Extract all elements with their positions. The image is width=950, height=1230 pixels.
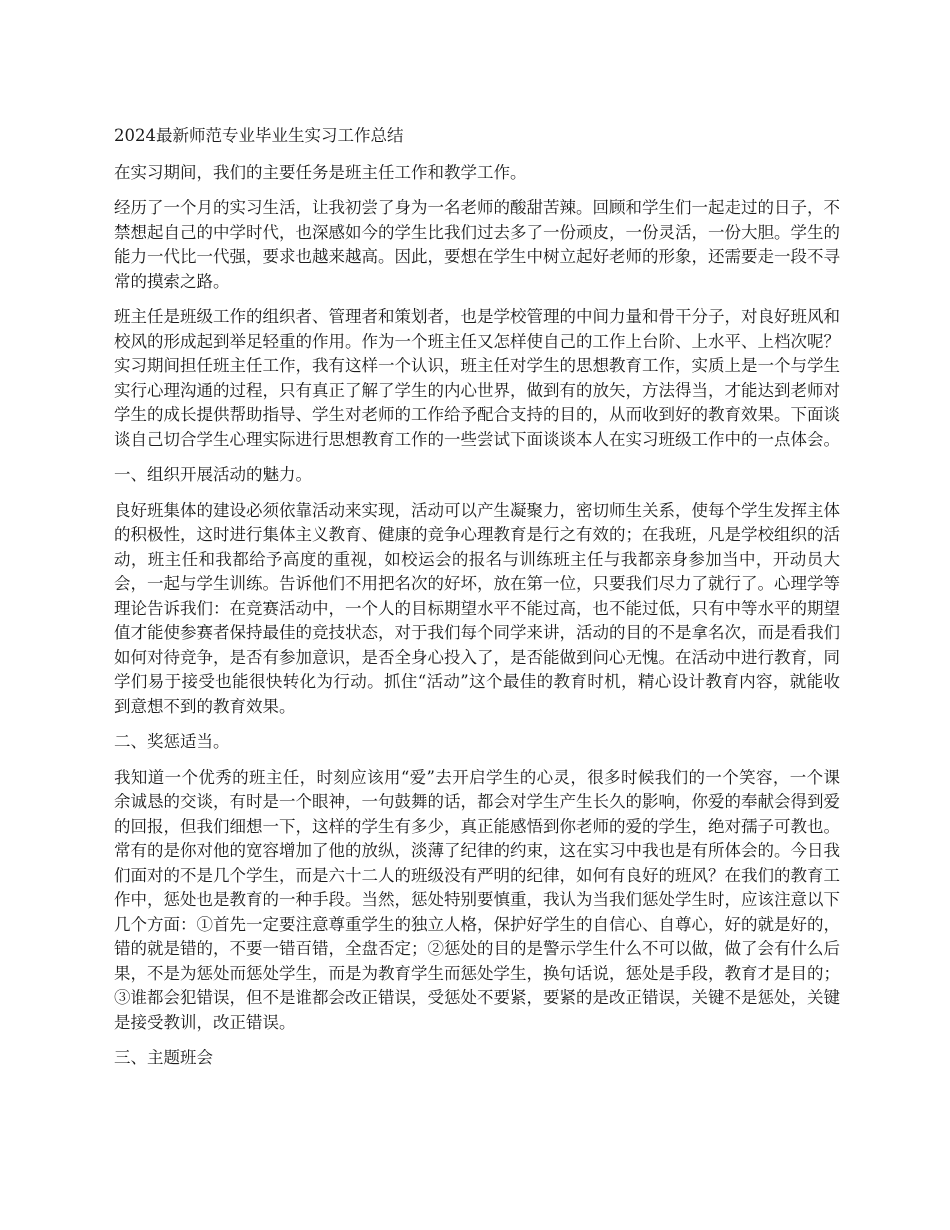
paragraph-experience: 经历了一个月的实习生活，让我初尝了身为一名老师的酸甜苦辣。回顾和学生们一起走过的日子，不禁想起自己的中学时代，也深感如今的学生比我们过去多了一份顽皮，一份灵活，一份大胆。学生的能力一代比一代强，要求也越来越高。因此，要想在学生中树立起好老师的形象，还需要走一段不寻常的摸索之路。 xyxy=(114,198,840,291)
document-title: 2024最新师范专业毕业生实习工作总结 xyxy=(114,126,404,145)
section-heading-activities: 一、组织开展活动的魅力。 xyxy=(114,465,312,484)
paragraph-rewards: 我知道一个优秀的班主任，时刻应该用“爱”去开启学生的心灵，很多时候我们的一个笑容，一个课余诚恳的交谈，有时是一个眼神，一句鼓舞的话，都会对学生产生长久的影响，你爱的奉献会得到爱的回报，但我们细想一下，这样的学生有多少，真正能感悟到你老师的爱的学生，绝对孺子可教也。常有的是你对他的宽容增加了他的放纵，淡薄了纪律的约束，这在实习中我也是有所体会的。今日我们面对的不是几个学生，而是六十二人的班级没有严明的纪律，如何有良好的班风？在我们的教育工作中，惩处也是教育的一种手段。当然，惩处特别要慎重，我认为当我们惩处学生时，应该注意以下几个方面：①首先一定要注意尊重学生的独立人格，保护好学生的自信心、自尊心，好的就是好的，错的就是错的，不要一错百错，全盘否定；②惩处的目的是警示学生什么不可以做，做了会有什么后果，不是为惩处而惩处学生，而是为教育学生而惩处学生，换句话说，惩处是手段，教育才是目的；③谁都会犯错误，但不是谁都会改正错误，受惩处不要紧，要紧的是改正错误，关键不是惩处，关键是接受教训，改正错误。 xyxy=(114,767,840,1032)
paragraph-intro: 在实习期间，我们的主要任务是班主任工作和教学工作。 xyxy=(114,162,527,182)
section-heading-theme-meeting: 三、主题班会 xyxy=(114,1048,213,1067)
section-heading-rewards: 二、奖惩适当。 xyxy=(114,732,230,751)
paragraph-class-teacher: 班主任是班级工作的组织者、管理者和策划者，也是学校管理的中间力量和骨干分子，对良好班风和校风的形成起到举足轻重的作用。作为一个班主任又怎样使自己的工作上台阶、上水平、上档次呢？实习期间担任班主任工作，我有这样一个认识，班主任对学生的思想教育工作，实质上是一个与学生实行心理沟通的过程，只有真正了解了学生的内心世界，做到有的放矢，方法得当，才能达到老师对学生的成长提供帮助指导、学生对老师的工作给予配合支持的目的，从而收到好的教育效果。下面谈谈自己切合学生心理实际进行思想教育工作的一些尝试下面谈谈本人在实习班级工作中的一点体会。 xyxy=(114,307,840,449)
paragraph-activities: 良好班集体的建设必须依靠活动来实现，活动可以产生凝聚力，密切师生关系，使每个学生发挥主体的积极性，这时进行集体主义教育、健康的竞争心理教育是行之有效的；在我班，凡是学校组织的活动，班主任和我都给予高度的重视，如校运会的报名与训练班主任与我都亲身参加当中，开动员大会，一起与学生训练。告诉他们不用把名次的好坏，放在第一位，只要我们尽力了就行了。心理学等理论告诉我们：在竞赛活动中，一个人的目标期望水平不能过高，也不能过低，只有中等水平的期望值才能使参赛者保持最佳的竞技状态，对于我们每个同学来讲，活动的目的不是拿名次，而是看我们如何对待竞争，是否有参加意识，是否全身心投入了，是否能做到问心无愧。在活动中进行教育，同学们易于接受也能很快转化为行动。抓住“活动”这个最佳的教育时机，精心设计教育内容，就能收到意想不到的教育效果。 xyxy=(114,500,840,716)
document-page xyxy=(114,124,840,1082)
